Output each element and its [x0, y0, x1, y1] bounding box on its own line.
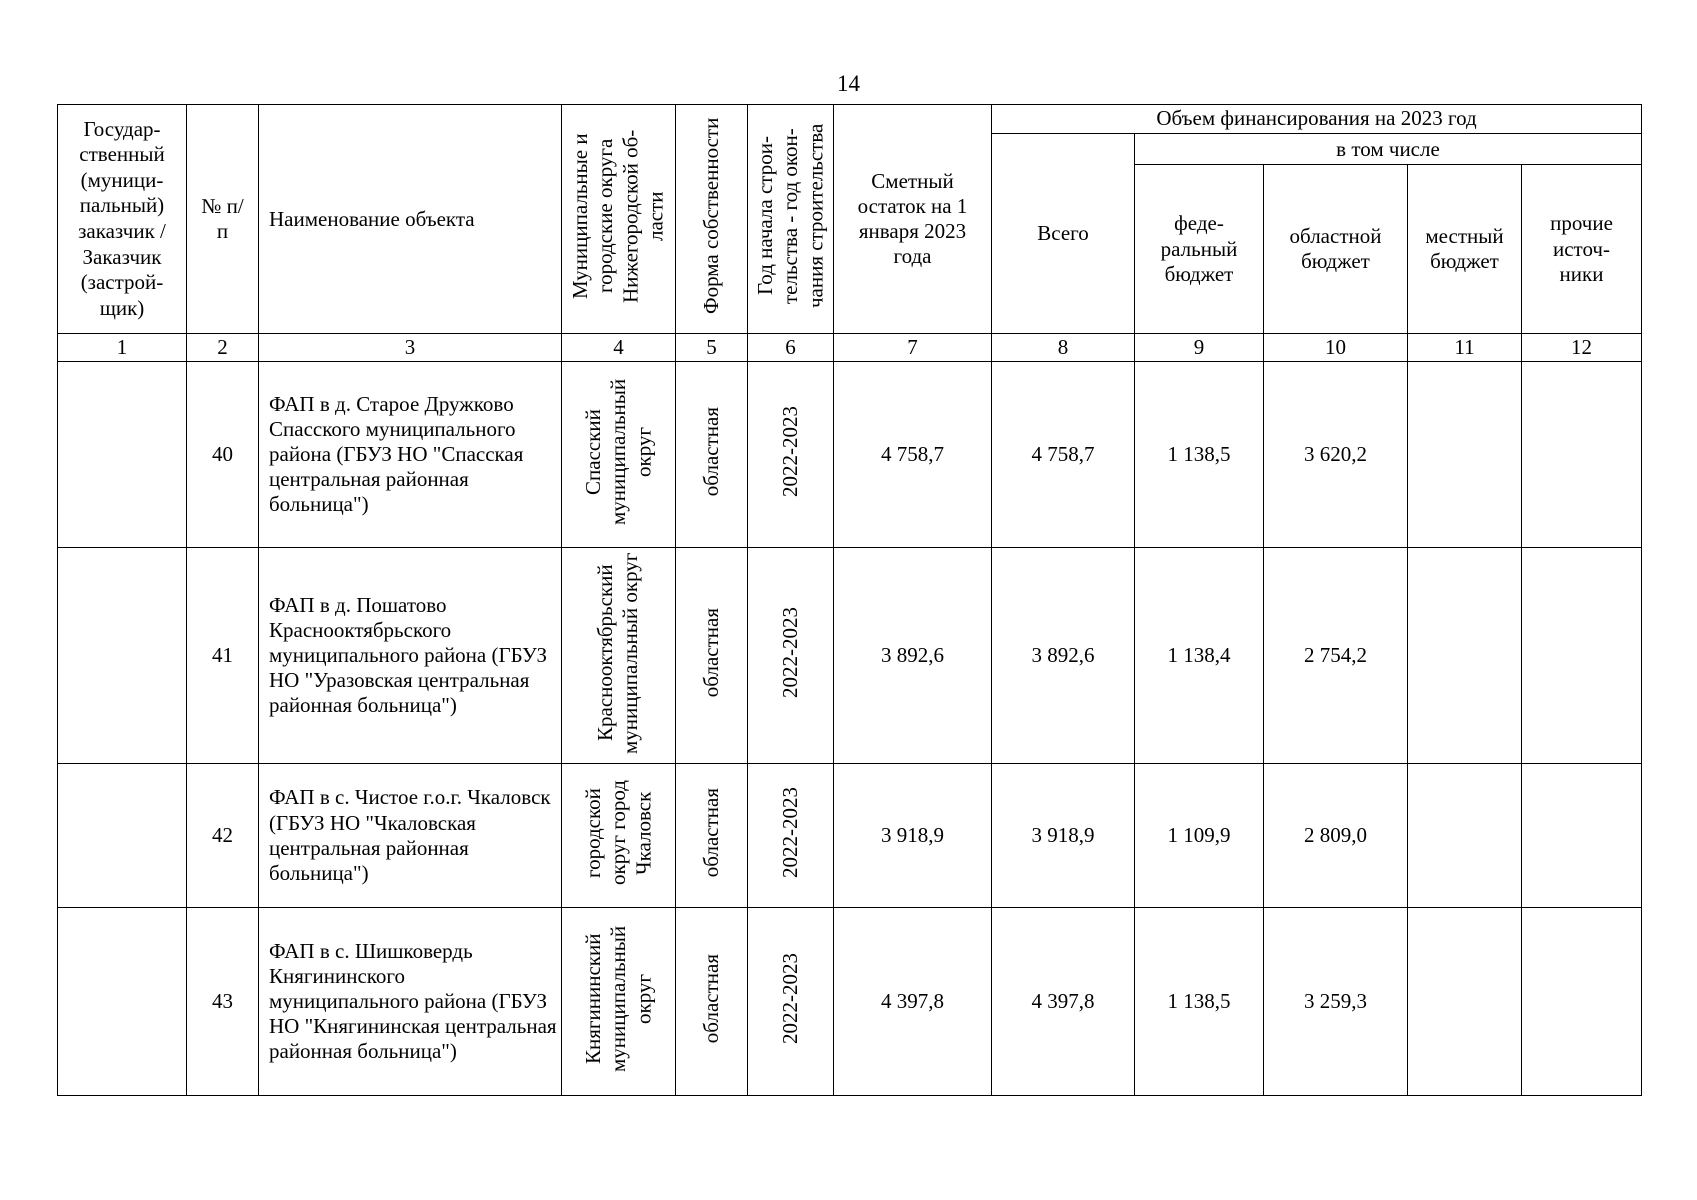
row-municipality [562, 764, 676, 908]
row-years-text: 2022-2023 [777, 406, 802, 498]
column-number: 3 [259, 334, 562, 362]
row-total: 4 758,7 [992, 362, 1135, 548]
row-estimate: 3 918,9 [834, 764, 992, 908]
row-total: 4 397,8 [992, 908, 1135, 1096]
row-years [748, 362, 834, 548]
row-years-text: 2022-2023 [777, 787, 802, 879]
header-customer: Государ-ственный (муници-пальный) заказчик / Заказчик (застрой-щик) [58, 105, 187, 334]
header-local: местный бюджет [1408, 165, 1522, 334]
row-federal: 1 138,4 [1135, 548, 1264, 764]
header-total: Всего [992, 134, 1135, 334]
row-estimate: 4 758,7 [834, 362, 992, 548]
row-municipality [562, 548, 676, 764]
row-total: 3 918,9 [992, 764, 1135, 908]
row-regional: 2 754,2 [1264, 548, 1408, 764]
row-municipality-text: Краснооктябрьский муниципальный округ [593, 551, 643, 754]
column-number: 1 [58, 334, 187, 362]
row-years-text: 2022-2023 [777, 607, 802, 699]
row-ownership-text: областная [698, 407, 723, 497]
table-row [58, 548, 1642, 764]
row-ownership [676, 548, 748, 764]
row-other [1522, 908, 1642, 1096]
column-number: 11 [1408, 334, 1522, 362]
header-ownership-text: Форма собственности [698, 117, 723, 315]
row-customer [58, 362, 187, 548]
column-number: 6 [748, 334, 834, 362]
row-years [748, 764, 834, 908]
header-federal: феде-ральный бюджет [1135, 165, 1264, 334]
row-years-text: 2022-2023 [777, 953, 802, 1045]
header-years-text: Год начала строи-тельства - год окон-чания строительства [752, 123, 828, 309]
financing-table [57, 104, 1642, 1096]
row-number: 42 [187, 764, 259, 908]
row-municipality-text: Спасский муниципальный округ [580, 378, 656, 525]
row-object-name: ФАП в д. Пошатово Краснооктябрьского муниципального района (ГБУЗ НО "Уразовская центральная районная больница") [259, 548, 562, 764]
header-ownership [676, 105, 748, 334]
row-customer [58, 764, 187, 908]
column-number: 9 [1135, 334, 1264, 362]
row-estimate: 3 892,6 [834, 548, 992, 764]
row-object-name: ФАП в д. Старое Дружково Спасского муниципального района (ГБУЗ НО "Спасская центральная районная больница") [259, 362, 562, 548]
row-local [1408, 548, 1522, 764]
header-other: прочие источ-ники [1522, 165, 1642, 334]
table-row [58, 764, 1642, 908]
row-municipality-text: городской округ город Чкаловск [580, 780, 656, 886]
row-total: 3 892,6 [992, 548, 1135, 764]
column-number: 8 [992, 334, 1135, 362]
row-ownership-text: областная [698, 954, 723, 1044]
row-federal: 1 138,5 [1135, 908, 1264, 1096]
header-object-name: Наименование объекта [259, 105, 562, 334]
header-municipality [562, 105, 676, 334]
row-customer [58, 548, 187, 764]
row-municipality [562, 908, 676, 1096]
row-object-name: ФАП в с. Чистое г.о.г. Чкаловск (ГБУЗ НО "Чкаловская центральная районная больница") [259, 764, 562, 908]
row-federal: 1 138,5 [1135, 362, 1264, 548]
row-ownership-text: областная [698, 608, 723, 698]
row-years [748, 548, 834, 764]
row-object-name: ФАП в с. Шишковердь Княгининского муниципального района (ГБУЗ НО "Княгининская центральная районная больница") [259, 908, 562, 1096]
row-ownership [676, 362, 748, 548]
row-regional: 3 620,2 [1264, 362, 1408, 548]
page-number: 14 [837, 71, 860, 96]
header-estimate: Сметный остаток на 1 января 2023 года [834, 105, 992, 334]
header-including: в том числе [1135, 134, 1642, 165]
row-other [1522, 764, 1642, 908]
row-regional: 3 259,3 [1264, 908, 1408, 1096]
row-ownership [676, 764, 748, 908]
column-number: 7 [834, 334, 992, 362]
row-other [1522, 548, 1642, 764]
row-municipality [562, 362, 676, 548]
header-regional: областной бюджет [1264, 165, 1408, 334]
row-years [748, 908, 834, 1096]
row-local [1408, 908, 1522, 1096]
header-years [748, 105, 834, 334]
header-financing: Объем финансирования на 2023 год [992, 105, 1642, 134]
header-number: № п/п [187, 105, 259, 334]
table-row [58, 362, 1642, 548]
column-number: 12 [1522, 334, 1642, 362]
row-number: 41 [187, 548, 259, 764]
column-number: 2 [187, 334, 259, 362]
row-regional: 2 809,0 [1264, 764, 1408, 908]
row-number: 40 [187, 362, 259, 548]
row-other [1522, 362, 1642, 548]
row-estimate: 4 397,8 [834, 908, 992, 1096]
row-local [1408, 764, 1522, 908]
row-ownership [676, 908, 748, 1096]
row-federal: 1 109,9 [1135, 764, 1264, 908]
column-number: 10 [1264, 334, 1408, 362]
column-number: 5 [676, 334, 748, 362]
row-local [1408, 362, 1522, 548]
table-row [58, 908, 1642, 1096]
column-number: 4 [562, 334, 676, 362]
row-municipality-text: Княгининский муниципальный округ [580, 925, 656, 1072]
header-municipality-text: Муниципальные и городские округа Нижегородской об-ласти [568, 129, 668, 303]
row-customer [58, 908, 187, 1096]
row-number: 43 [187, 908, 259, 1096]
row-ownership-text: областная [698, 788, 723, 878]
